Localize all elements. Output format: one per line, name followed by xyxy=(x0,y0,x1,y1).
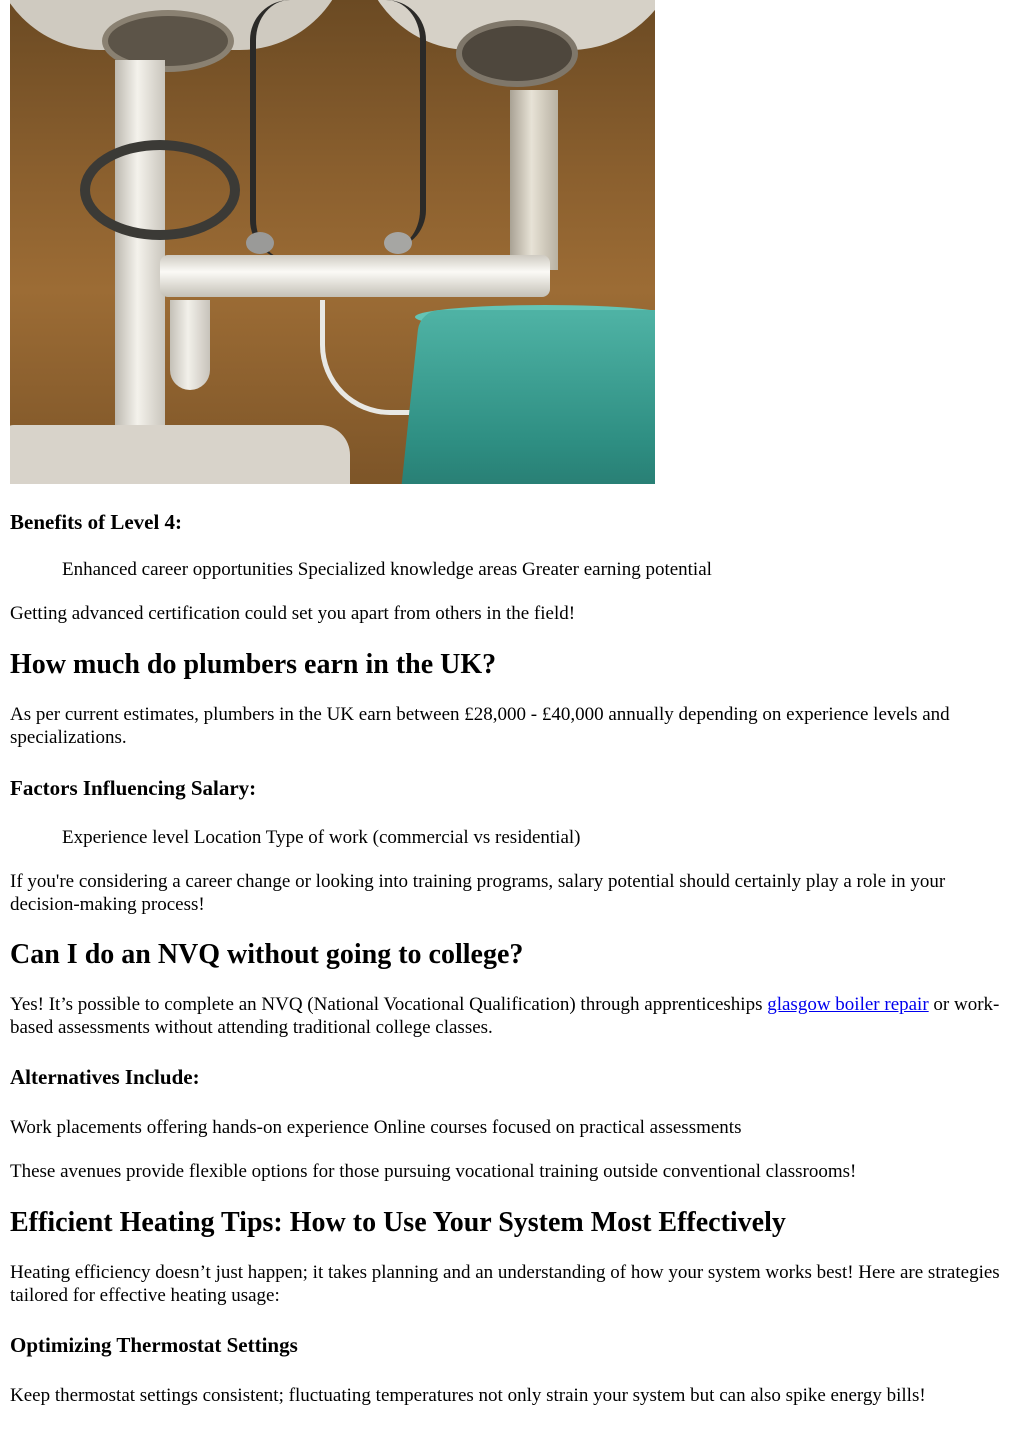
teal-bucket xyxy=(400,310,655,484)
thermostat-paragraph: Keep thermostat settings consistent; fluctuating temperatures not only strain your system but can also spike energy bills! xyxy=(10,1385,926,1406)
nvq-paragraph xyxy=(10,993,1014,1039)
benefits-list: Enhanced career opportunities Specialized knowledge areas Greater earning potential xyxy=(62,559,712,580)
drain-right xyxy=(456,20,578,87)
heating-heading: Efficient Heating Tips: How to Use Your System Most Effectively xyxy=(10,1207,786,1238)
nvq-heading: Can I do an NVQ without going to college? xyxy=(10,939,524,970)
factors-note: If you're considering a career change or looking into training programs, salary potential should certainly play a role in your decision-making process! xyxy=(10,871,946,915)
benefits-heading: Benefits of Level 4: xyxy=(10,510,183,534)
horizontal-pipe xyxy=(160,255,550,297)
drain-pipe-right xyxy=(510,90,558,270)
alternatives-note: These avenues provide flexible options for those pursuing vocational training outside conventional classrooms! xyxy=(10,1161,857,1182)
supply-hose-left xyxy=(250,0,296,260)
supply-hose-right xyxy=(370,0,426,250)
nvq-text-before: Yes! It’s possible to complete an NVQ (National Vocational Qualification) through apprenticeships xyxy=(10,994,768,1015)
glasgow-boiler-repair-link[interactable]: glasgow boiler repair xyxy=(767,994,929,1015)
benefits-note: Getting advanced certification could set you apart from others in the field! xyxy=(10,603,576,624)
factors-list: Experience level Location Type of work (commercial vs residential) xyxy=(62,827,581,848)
alternatives-heading: Alternatives Include: xyxy=(10,1065,200,1089)
drain-pipe-left xyxy=(115,60,165,460)
article xyxy=(10,0,1014,1407)
p-trap xyxy=(170,300,210,390)
heating-paragraph: Heating efficiency doesn’t just happen; it takes planning and an understanding of how your system works best! Here are strategies tailored for effective heating usage: xyxy=(10,1262,1000,1306)
alternatives-list: Work placements offering hands-on experience Online courses focused on practical assessments xyxy=(10,1117,742,1138)
earnings-paragraph: As per current estimates, plumbers in the UK earn between £28,000 - £40,000 annually depending on experience levels and specializations. xyxy=(10,704,950,748)
earnings-heading: How much do plumbers earn in the UK? xyxy=(10,649,497,680)
thermostat-heading: Optimizing Thermostat Settings xyxy=(10,1333,298,1357)
valve-knob-left xyxy=(246,232,274,254)
nvq-text-after: or work-based assessments without attending traditional college classes. xyxy=(10,994,1000,1038)
cabinet-tray xyxy=(10,425,350,484)
valve-knob-right xyxy=(384,232,412,254)
rubber-ring xyxy=(80,140,240,240)
factors-heading: Factors Influencing Salary: xyxy=(10,776,257,800)
under-sink-plumbing-photo xyxy=(10,0,655,484)
